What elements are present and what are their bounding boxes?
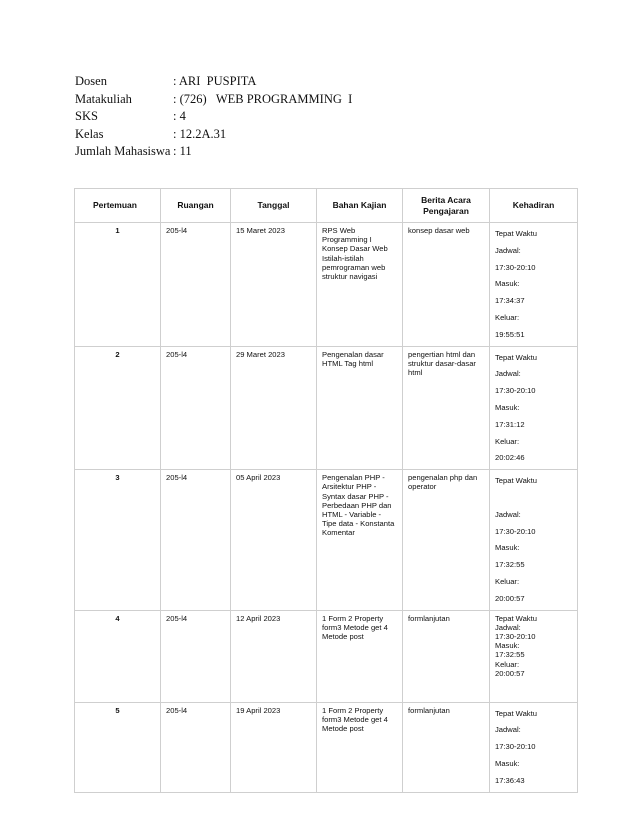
cell-kehadiran: [490, 702, 578, 792]
info-row-kelas: [75, 126, 352, 144]
info-row-jumlah-mahasiswa: [75, 143, 352, 161]
attendance-line: Keluar:: [495, 576, 520, 586]
cell-berita-acara: konsep dasar web: [403, 223, 490, 347]
cell-bahan-kajian: 1 Form 2 Property form3 Metode get 4 Metode post: [317, 610, 403, 702]
attendance-line: 17:30-20:10: [495, 386, 536, 396]
table-row: [75, 223, 578, 347]
table-row: [75, 470, 578, 610]
cell-berita-acara: formlanjutan: [403, 702, 490, 792]
info-value: : 4: [173, 109, 186, 124]
cell-tanggal: 05 April 2023: [231, 470, 317, 610]
table-row: [75, 346, 578, 470]
cell-pertemuan: 5: [75, 702, 161, 792]
info-row-dosen: [75, 73, 352, 91]
cell-kehadiran: [490, 610, 578, 702]
cell-berita-acara: pengertian html dan struktur dasar-dasar html: [403, 346, 490, 470]
attendance-line: 17:34:37: [495, 296, 525, 306]
cell-berita-acara: formlanjutan: [403, 610, 490, 702]
cell-pertemuan: 3: [75, 470, 161, 610]
header-bahan-kajian: Bahan Kajian: [317, 189, 403, 223]
attendance-status: Tepat Waktu: [495, 229, 537, 238]
cell-ruangan: 205-l4: [161, 610, 231, 702]
info-label: Dosen: [75, 74, 107, 88]
attendance-line: 17:32:55: [495, 560, 525, 570]
header-kehadiran: Kehadiran: [490, 189, 578, 223]
header-pertemuan: Pertemuan: [75, 189, 161, 223]
info-label: Jumlah Mahasiswa: [75, 144, 171, 159]
cell-berita-acara: pengenalan php dan operator: [403, 470, 490, 610]
attendance-line: Masuk:: [495, 279, 520, 289]
attendance-line: 17:31:12: [495, 419, 525, 429]
cell-tanggal: 12 April 2023: [231, 610, 317, 702]
cell-kehadiran: [490, 470, 578, 610]
info-row-matakuliah: [75, 91, 352, 109]
attendance-line: Masuk:: [495, 641, 520, 651]
info-label: Kelas: [75, 126, 104, 141]
table-row: [75, 702, 578, 792]
attendance-line: 17:36:43: [495, 775, 525, 785]
attendance-line: 17:30-20:10: [495, 742, 536, 752]
info-value: : ARI PUSPITA: [173, 74, 257, 88]
info-label: Matakuliah: [75, 91, 132, 106]
attendance-line: 17:30-20:10: [495, 262, 536, 272]
attendance-line: Jadwal:: [495, 622, 521, 632]
attendance-line: Jadwal:: [495, 245, 521, 255]
attendance-line: Jadwal:: [495, 509, 521, 519]
cell-ruangan: 205-l4: [161, 702, 231, 792]
info-value: : 11: [173, 144, 192, 159]
attendance-status: Tepat Waktu: [495, 476, 537, 486]
attendance-status: Tepat Waktu: [495, 708, 537, 718]
cell-ruangan: 205-l4: [161, 223, 231, 347]
attendance-line: Masuk:: [495, 758, 520, 768]
info-row-sks: [75, 108, 352, 126]
cell-tanggal: 19 April 2023: [231, 702, 317, 792]
info-value: : (726) WEB PROGRAMMING I: [173, 91, 353, 106]
course-info: [75, 73, 352, 161]
attendance-line: Keluar:: [495, 312, 520, 322]
cell-pertemuan: 2: [75, 346, 161, 470]
attendance-line: 20:00:57: [495, 668, 525, 678]
attendance-line: Masuk:: [495, 402, 520, 412]
attendance-line: 20:02:46: [495, 453, 525, 463]
cell-tanggal: 29 Maret 2023: [231, 346, 317, 470]
cell-ruangan: 205-l4: [161, 470, 231, 610]
header-berita-acara: Berita Acara Pengajaran: [403, 189, 490, 223]
table-header-row: [75, 189, 578, 223]
header-tanggal: Tanggal: [231, 189, 317, 223]
attendance-line: 17:30-20:10: [495, 526, 536, 536]
cell-bahan-kajian: 1 Form 2 Property form3 Metode get 4 Metode post: [317, 702, 403, 792]
cell-kehadiran: [490, 346, 578, 470]
cell-tanggal: 15 Maret 2023: [231, 223, 317, 347]
cell-kehadiran: [490, 223, 578, 347]
cell-pertemuan: 1: [75, 223, 161, 347]
attendance-line: 19:55:51: [495, 329, 525, 339]
info-value: : 12.2A.31: [173, 126, 227, 141]
cell-pertemuan: 4: [75, 610, 161, 702]
attendance-line: 17:32:55: [495, 650, 525, 660]
attendance-line: 20:00:57: [495, 593, 525, 603]
cell-bahan-kajian: Pengenalan dasar HTML Tag html: [317, 346, 403, 470]
attendance-spacer: [495, 490, 572, 507]
table-row: [75, 610, 578, 702]
attendance-status: Tepat Waktu: [495, 613, 537, 623]
cell-ruangan: 205-l4: [161, 346, 231, 470]
cell-bahan-kajian: RPS Web Programming I Konsep Dasar Web Istilah-istilah pemrograman web struktur navigasi: [317, 223, 403, 347]
attendance-table: [74, 188, 578, 793]
attendance-line: Jadwal:: [495, 369, 521, 379]
attendance-line: Jadwal:: [495, 725, 521, 735]
cell-bahan-kajian: Pengenalan PHP - Arsitektur PHP - Syntax dasar PHP - Perbedaan PHP dan HTML - Variable - Tipe data - Konstanta Komentar: [317, 470, 403, 610]
attendance-line: Keluar:: [495, 436, 520, 446]
attendance-status: Tepat Waktu: [495, 352, 537, 362]
info-label: SKS: [75, 109, 98, 124]
attendance-line: Keluar:: [495, 659, 520, 669]
header-ruangan: Ruangan: [161, 189, 231, 223]
attendance-line: 17:30-20:10: [495, 631, 536, 641]
attendance-line: Masuk:: [495, 543, 520, 553]
